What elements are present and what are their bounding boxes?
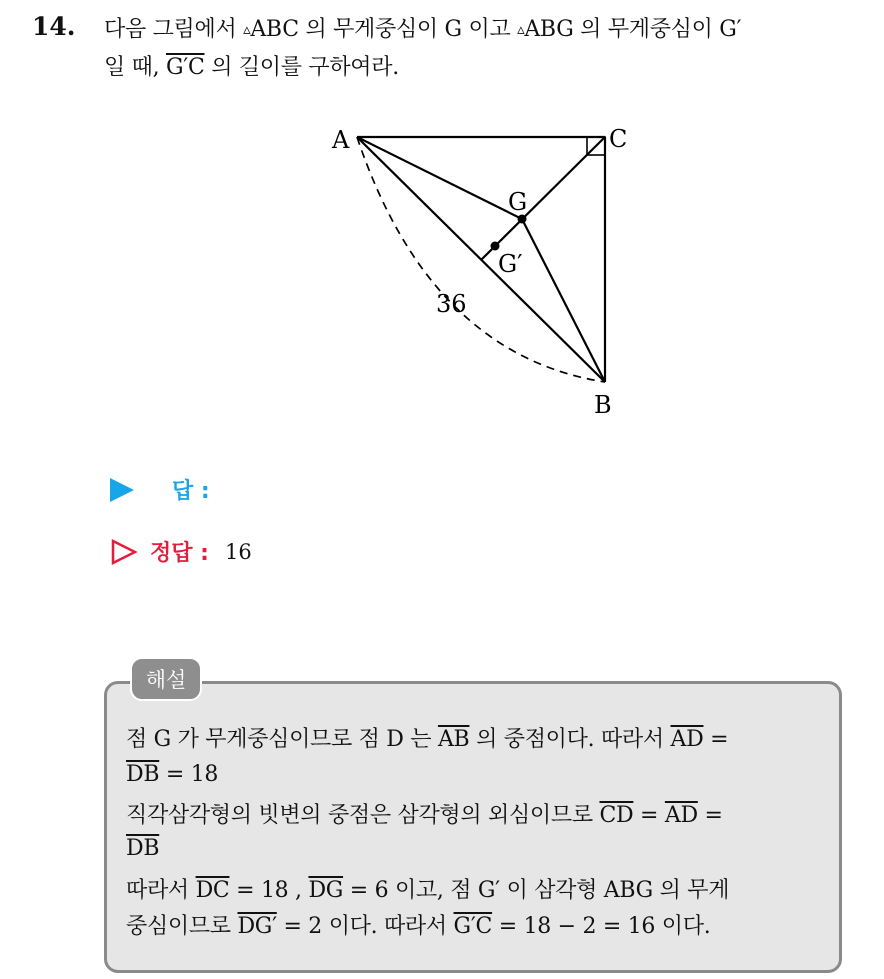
segment-gc: G′C (165, 55, 205, 80)
explanation-line-1 (126, 722, 728, 753)
question-line-2 (104, 50, 399, 81)
explanation-badge: 해설 (130, 657, 202, 701)
explanation-line-6 (126, 909, 710, 940)
segment-g-prime-c: G′C (453, 914, 493, 939)
exp-text: 중심이므로 (126, 914, 238, 939)
segment-ad: $\overline{AD}$ (670, 727, 704, 752)
correct-answer-row (110, 536, 252, 567)
triangle-figure (300, 110, 640, 430)
q-text: ABC (250, 17, 299, 42)
exp-text: = (703, 727, 729, 752)
label-g: G (508, 188, 528, 216)
exp-text: 의 중점이다. 따라서 (469, 727, 671, 752)
q-text: 의 무게중심이 G′ (573, 17, 742, 42)
segment-ab: $\overline{AB}$ (437, 727, 470, 752)
segment-dg: $\overline{DG}$ (308, 878, 344, 903)
exp-text: = 18 − 2 = 16 이다. (492, 914, 711, 939)
exp-text: 직각삼각형의 빗변의 중점은 삼각형의 외심이므로 (126, 803, 600, 828)
segment-dc: $\overline{DC}$ (195, 878, 230, 903)
q-text: 다음 그림에서 (104, 17, 244, 42)
exp-text: 따라서 (126, 878, 196, 903)
correct-answer-value: 16 (224, 539, 252, 564)
label-c: C (609, 125, 628, 153)
segment-dg-prime: DG′ (237, 914, 277, 939)
answer-label: 답 : (172, 479, 210, 504)
median-b-g (522, 219, 605, 382)
exp-text: = 18 (159, 762, 219, 787)
label-b: B (594, 391, 612, 419)
question-number: 14. (32, 12, 76, 41)
triangle-icon: ▵ (517, 20, 525, 38)
play-arrow-icon (110, 478, 134, 502)
triangle-icon: ▵ (243, 20, 251, 38)
label-g-prime: G′ (498, 250, 523, 278)
exp-text: = 6 이고, 점 G′ 이 삼각형 ABG 의 무게 (343, 878, 730, 903)
label-36: 36 (436, 290, 467, 318)
median-a-g (357, 137, 522, 219)
q-text: 의 길이를 구하여라. (204, 55, 399, 80)
exp-text: = 2 이다. 따라서 (276, 914, 454, 939)
q-text: ABG (524, 17, 574, 42)
explanation-line-3 (126, 798, 723, 829)
q-text: 의 무게중심이 G 이고 (298, 17, 518, 42)
segment-db: $\overline{DB}$ (126, 836, 160, 861)
explanation-line-5 (126, 873, 729, 904)
q-text: 일 때, (104, 55, 166, 80)
explanation-line-2 (126, 762, 218, 787)
answer-row (110, 474, 210, 505)
label-a: A (332, 126, 350, 154)
exp-text: = (697, 803, 723, 828)
segment-db: $\overline{DB}$ (126, 762, 160, 787)
exp-text: = (633, 803, 665, 828)
exp-text: = 18 , (229, 878, 309, 903)
correct-answer-label: 정답 : (150, 541, 209, 566)
segment-ad: $\overline{AD}$ (664, 803, 698, 828)
exp-text: 점 G 가 무게중심이므로 점 D 는 (126, 727, 438, 752)
segment-cd: $\overline{CD}$ (599, 803, 634, 828)
outline-arrow-icon (110, 538, 138, 566)
question-line-1 (104, 12, 741, 43)
explanation-line-4 (126, 836, 159, 861)
